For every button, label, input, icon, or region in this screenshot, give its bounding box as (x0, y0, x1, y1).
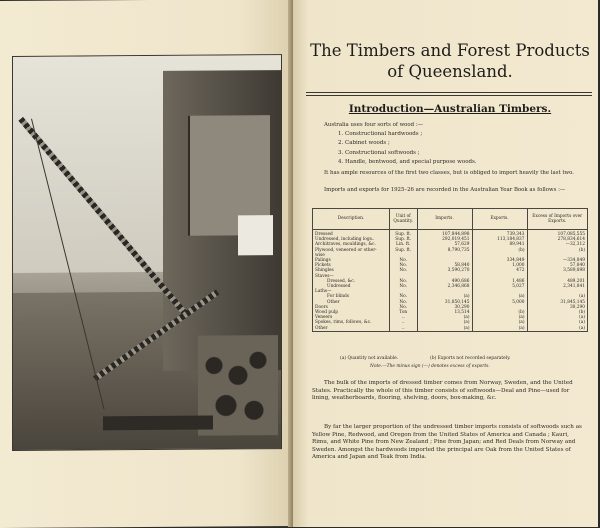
table-cell: 107,085,555 (527, 230, 588, 238)
title-line-1: The Timbers and Forest Products (310, 41, 590, 60)
table-cell: Architraves, mouldings, &c. (313, 242, 390, 247)
title-rule (306, 92, 592, 93)
note-minus: Note.—The minus sign (—) denotes excess of exports. (370, 364, 490, 369)
table-cell: (b) (527, 248, 588, 253)
bulk-paragraph: The bulk of the imports of dressed timber comes from Norway, Sweden, and the United States. Practically the whole of this timber consists of softwoods—Deal and Pine—used for lining, weatherboards, flooring, shelving, doors, box-making, &c. (312, 380, 573, 402)
table-cell: No. (390, 305, 418, 310)
photo-crane-base (103, 416, 213, 431)
table-cell: Palings (313, 258, 390, 263)
table-cell: 2,341,841 (527, 284, 588, 289)
table-cell: 8,790,735 (417, 248, 472, 253)
table-cell: Sup. ft. (390, 237, 418, 242)
table-cell: Pickets (313, 263, 390, 268)
table-header: Unit of Quantity. (390, 209, 418, 230)
table-cell: 113,184,837 (472, 237, 527, 242)
table-cell: No. (390, 258, 418, 263)
table-header: Imports. (417, 209, 472, 230)
table-cell: 739,343 (472, 230, 527, 238)
table-cell: .. (390, 320, 418, 325)
list-item: 2. Cabinet woods ; (338, 140, 390, 147)
table-cell: 30,290 (527, 305, 588, 310)
table-cell: 31,850,145 (417, 300, 472, 305)
table-cell: No. (390, 284, 418, 289)
title-line-2: of Queensland. (387, 62, 513, 81)
table-cell: (b) (527, 310, 588, 315)
table-row (313, 230, 588, 238)
table-cell: .. (390, 326, 418, 332)
table-cell: Wood pulp (313, 310, 390, 315)
table-cell: (a) (527, 320, 588, 325)
list-item: 3. Constructional softwoods ; (338, 149, 420, 156)
table-cell: (a) (417, 315, 472, 320)
table-cell: Laths— (313, 289, 390, 294)
table-cell: (a) (527, 294, 588, 299)
table-cell: (a) (527, 315, 588, 320)
table-cell: (a) (472, 326, 527, 332)
table-cell: Dressed, &c. (313, 279, 390, 284)
table-cell: 334,849 (472, 258, 527, 263)
table-cell: 57,840 (527, 263, 588, 268)
table-cell: (a) (417, 294, 472, 299)
table-cell: No. (390, 268, 418, 273)
photo-cargo (238, 215, 273, 255)
table-header: Excess of Imports over Exports. (527, 209, 588, 230)
table-cell: 89,941 (472, 242, 527, 247)
table-cell: No. (390, 279, 418, 284)
note-a: (a) Quantity not available. (340, 356, 399, 361)
table-cell: —32,312 (527, 242, 588, 247)
table-cell: 31,845,145 (527, 300, 588, 305)
table-cell: Undressed (313, 284, 390, 289)
table-cell: 5,027 (472, 284, 527, 289)
table-cell: Other (313, 300, 390, 305)
note-b: (b) Exports not recorded separately. (430, 356, 511, 361)
table-cell: (b) (472, 310, 527, 315)
table-cell: (a) (472, 294, 527, 299)
table-header-row (313, 209, 588, 230)
table-cell: No. (390, 263, 418, 268)
table-cell: 3,590,270 (417, 268, 472, 273)
table-cell: No. (390, 294, 418, 299)
table-cell: Lin. ft. (390, 242, 418, 247)
table-cell: (b) (472, 248, 527, 253)
list-item: 4. Handle, bentwood, and special purpose woods. (338, 159, 477, 166)
crane-photograph (12, 54, 282, 451)
table-cell: 58,840 (417, 263, 472, 268)
table-cell: 107,844,898 (417, 230, 472, 238)
table-cell: Plywood, veneered or other- (313, 248, 390, 253)
wood-sorts-list (338, 130, 477, 168)
list-item: 1. Constructional hardwoods ; (338, 131, 423, 137)
resources-paragraph: It has ample resources of the first two classes, but is obliged to import heavily the last two. (324, 170, 574, 176)
imports-paragraph: Imports and exports for 1925–26 are recorded in the Australian Year Book as follows :— (324, 187, 566, 193)
table-cell: (a) (472, 320, 527, 325)
table-cell: 5,000 (472, 300, 527, 305)
table-cell: Sup. ft. (390, 248, 418, 253)
table-row (313, 326, 588, 332)
table-cell: For blinds (313, 294, 390, 299)
table-cell: Sup. ft. (390, 230, 418, 238)
title-rule-double (306, 95, 592, 96)
table-cell: 13,514 (417, 310, 472, 315)
table-cell: Veneers (313, 315, 390, 320)
table-cell: 3,589,898 (527, 268, 588, 273)
table-cell: (a) (417, 326, 472, 332)
table-header: Exports. (472, 209, 527, 230)
table-cell: Shingles (313, 268, 390, 273)
table-cell: (a) (527, 326, 588, 332)
table-cell: 472 (472, 268, 527, 273)
table-cell: 1,486 (472, 279, 527, 284)
table-cell: (a) (417, 320, 472, 325)
table-cell: Ton (390, 310, 418, 315)
table-cell: wise (313, 253, 390, 258)
table-header: Description. (313, 209, 390, 230)
table-cell: 490,686 (417, 279, 472, 284)
imports-exports-table (312, 208, 588, 332)
table-cell: .. (390, 315, 418, 320)
table-cell: —334,849 (527, 258, 588, 263)
table-cell: Staves— (313, 274, 390, 279)
table-cell: Undressed, including logs.. (313, 237, 390, 242)
table-cell: Dressed (313, 230, 390, 238)
table-cell: Spokes, rims, follows, &c. (313, 320, 390, 325)
table-cell: Other (313, 326, 390, 332)
table-cell: 57,629 (417, 242, 472, 247)
table-cell: 278,834,614 (527, 237, 588, 242)
page-title (305, 40, 595, 82)
table-cell: 1,000 (472, 263, 527, 268)
table-cell: No. (390, 300, 418, 305)
table-cell: 489,201 (527, 279, 588, 284)
table-cell: (a) (472, 315, 527, 320)
table-cell: 2,346,868 (417, 284, 472, 289)
larger-paragraph: By far the larger proportion of the undressed timber imports consists of softwoods such as Yellow Pine, Redwood, and Oregon from the United States of America and Canada ; Kauri, Rimu, and White Pine from New Zealand ; Pine from Japan; and Red Deals from Norway and Sweden. Amongst the hardwoods imported the principal are Oak from the United States of America and Japan and Teak from India. (312, 424, 582, 461)
table-cell: 30,290 (417, 305, 472, 310)
table-cell: Doors (313, 305, 390, 310)
section-heading: Introduction—Australian Timbers. (348, 103, 552, 115)
table-cell: 292,019,451 (417, 237, 472, 242)
intro-text: Australia uses four sorts of wood :— (324, 122, 424, 128)
